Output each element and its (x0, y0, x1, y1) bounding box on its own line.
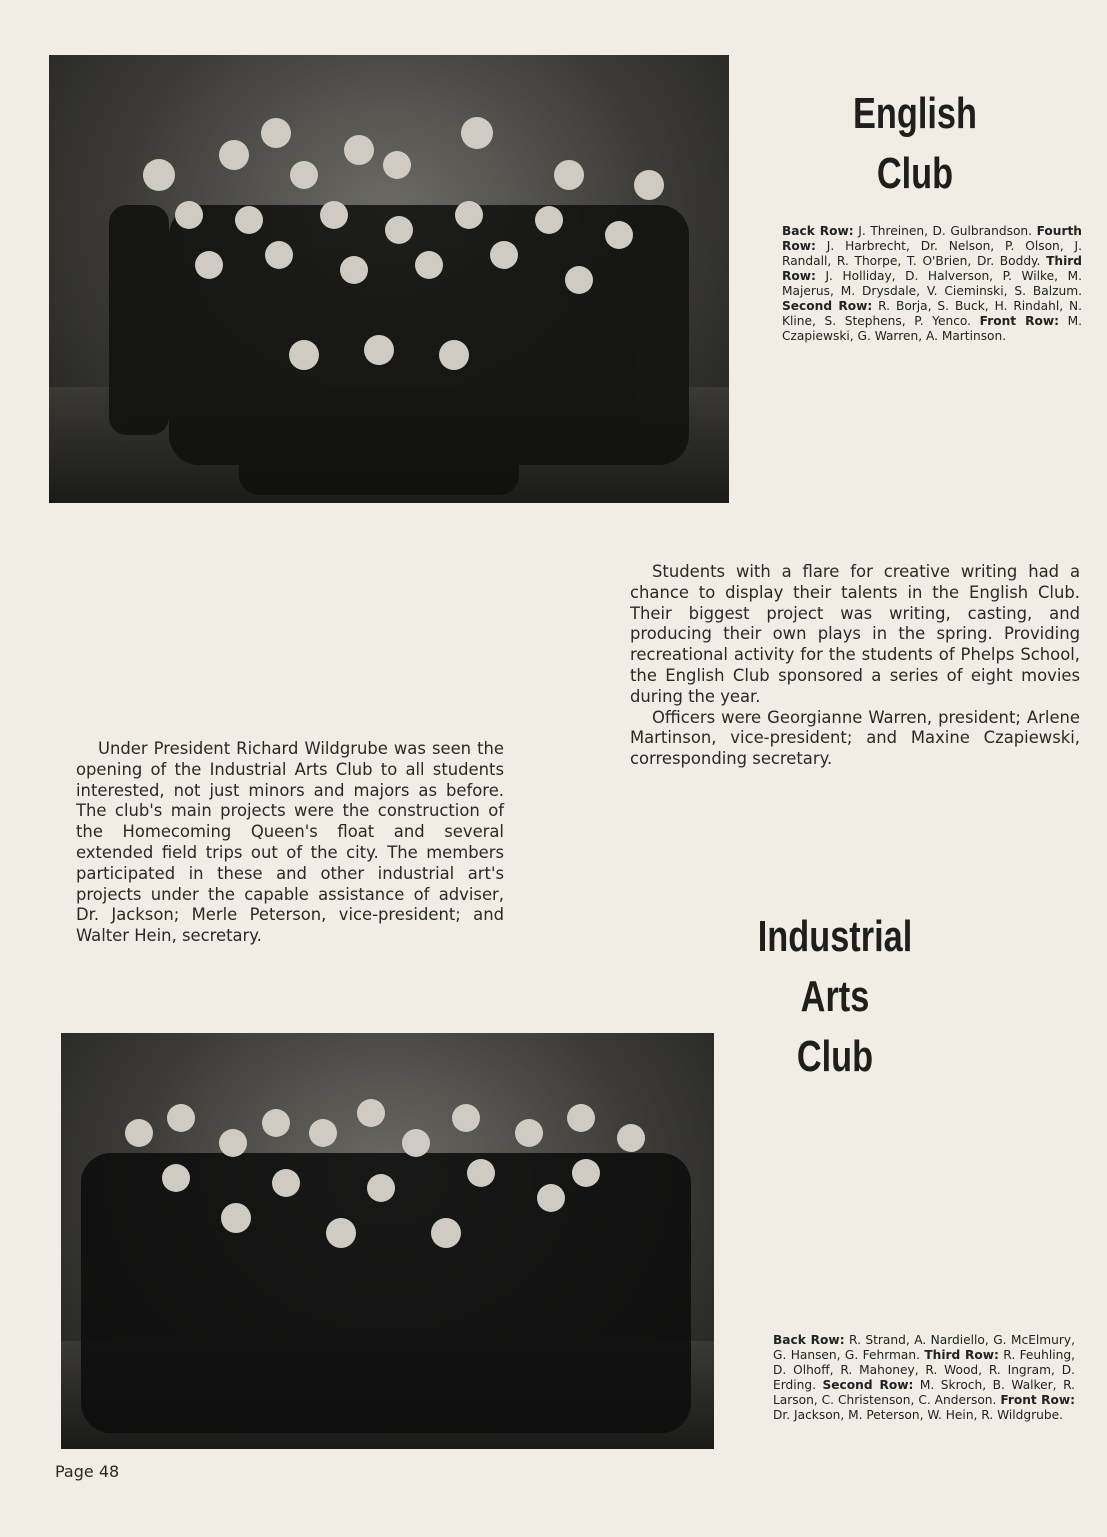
industrial-arts-club-group-silhouettes (61, 1033, 714, 1449)
caption-row-names: J. Threinen, D. Gulbrandson. (853, 224, 1037, 238)
caption-row-label: Back Row: (782, 224, 854, 238)
industrial-arts-club-photo (61, 1033, 714, 1449)
english-club-paragraph-1: Students with a flare for creative writing had a chance to display their talents in the English Club. Their biggest project was writing, casting, and producing their own plays in the spring. Providing recreational activity for the students of Phelps School, the English Club sponsored a series of eight movies during the year. (630, 562, 1080, 706)
caption-row-label: Front Row: (1000, 1393, 1075, 1407)
caption-row-names: Dr. Jackson, M. Peterson, W. Hein, R. Wildgrube. (773, 1408, 1063, 1422)
english-club-heading-line2: Club (876, 149, 954, 199)
english-club-heading (849, 84, 982, 204)
caption-row-label: Second Row: (782, 299, 873, 313)
english-club-description (630, 562, 1080, 770)
caption-row-names: R. Feuhling, D. Olhoff, R. Mahoney, R. Wood, R. Ingram, D. Erding. (773, 1348, 1075, 1392)
caption-row-label: Third Row: (924, 1348, 999, 1362)
caption-row-names: J. Harbrecht, Dr. Nelson, P. Olson, J. Randall, R. Thorpe, T. O'Brien, Dr. Boddy. (782, 239, 1082, 268)
english-club-group-silhouettes (49, 55, 729, 503)
english-club-photo (49, 55, 729, 503)
industrial-arts-club-heading (730, 907, 941, 1087)
caption-row-names: M. Skroch, B. Walker, R. Larson, C. Christenson, C. Anderson. (773, 1378, 1075, 1407)
caption-row-label: Fourth Row: (782, 224, 1082, 253)
page-number: Page 48 (55, 1462, 120, 1481)
caption-row-names: J. Holliday, D. Halverson, P. Wilke, M. Majerus, M. Drysdale, V. Cieminski, S. Balzum. (782, 269, 1082, 298)
english-club-paragraph-2: Officers were Georgianne Warren, president; Arlene Martinson, vice-president; and Maxine Czapiewski, corresponding secretary. (630, 707, 1080, 769)
industrial-arts-club-heading-line1: Industrial Arts (757, 912, 913, 1022)
caption-row-names: R. Strand, A. Nardiello, G. McElmury, G. Hansen, G. Fehrman. (773, 1333, 1075, 1362)
caption-row-label: Back Row: (773, 1333, 845, 1347)
industrial-arts-club-heading-line2: Club (796, 1032, 874, 1082)
caption-row-names: R. Borja, S. Buck, H. Rindahl, N. Kline, S. Stephens, P. Yenco. (782, 299, 1082, 328)
caption-row-label: Second Row: (822, 1378, 914, 1392)
industrial-arts-club-caption (773, 1333, 1075, 1423)
caption-row-label: Third Row: (782, 254, 1082, 283)
industrial-arts-club-paragraph-1: Under President Richard Wildgrube was seen the opening of the Industrial Arts Club to all students interested, not just minors and majors as before. The club's main projects were the construction of the Homecoming Queen's float and several extended field trips out of the city. The members participated in these and other industrial art's projects under the capable assistance of adviser, Dr. Jackson; Merle Peterson, vice-president; and Walter Hein, secretary. (76, 739, 504, 946)
caption-row-names: M. Czapiewski, G. Warren, A. Martinson. (782, 314, 1082, 343)
industrial-arts-club-description (76, 739, 504, 947)
english-club-heading-line1: English (853, 89, 977, 139)
caption-row-label: Front Row: (979, 314, 1059, 328)
english-club-caption (782, 224, 1082, 344)
